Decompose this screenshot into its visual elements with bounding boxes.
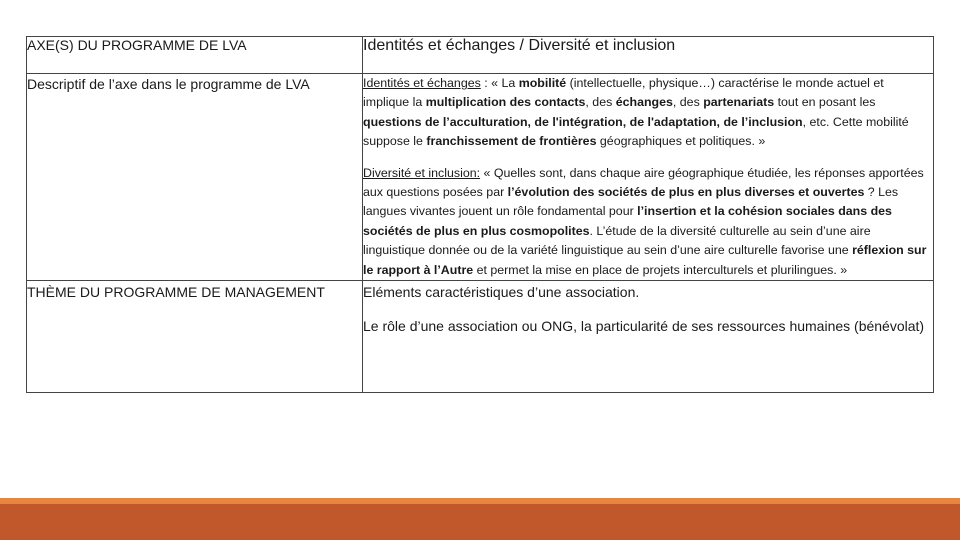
paragraph-title: Identités et échanges: [363, 76, 481, 90]
table-row-axe: [27, 37, 934, 74]
bold-run: partenariats: [703, 95, 775, 110]
bold-run: franchissement de frontières: [426, 134, 597, 149]
descriptif-label: Descriptif de l’axe dans le programme de LVA: [27, 74, 363, 281]
axe-label: AXE(S) DU PROGRAMME DE LVA: [27, 37, 363, 74]
bold-run: l’insertion et la cohésion sociales dans des sociétés de plus en plus cosmopolites: [363, 204, 892, 238]
text-run: , des: [672, 95, 704, 110]
program-table: [26, 36, 934, 393]
text-run: (intellectuelle, physique…) caractérise le monde actuel et implique la: [363, 76, 884, 110]
text-run: . L’étude de la diversité culturelle au sein d’une aire linguistique donnée ou de la variété linguistique au sein d’une aire culturelle favorise une: [363, 223, 871, 258]
bold-run: échanges: [615, 95, 673, 110]
footer-bar: [0, 498, 960, 540]
text-run: et permet la mise en place de projets interculturels et plurilingues. »: [473, 262, 848, 277]
table-row-theme: [27, 281, 934, 393]
text-run: , etc. Cette mobilité suppose le: [363, 114, 909, 149]
text-run: , des: [585, 95, 616, 110]
descriptif-text: [363, 74, 934, 281]
bold-run: multiplication des contacts: [425, 95, 586, 110]
footer-accent-stripe: [0, 498, 960, 504]
bold-run: mobilité: [518, 76, 567, 90]
paragraph-diversite: [363, 164, 933, 280]
text-run: ? Les langues vivantes jouent un rôle fondamental pour: [363, 185, 899, 219]
text-run: géographiques et politiques. »: [596, 134, 766, 149]
paragraph-title: Diversité et inclusion:: [363, 165, 481, 180]
axe-value: Identités et échanges / Diversité et inclusion: [363, 37, 934, 74]
paragraph-identites: [363, 74, 933, 152]
bold-run: questions de l’acculturation, de l'intégration, de l'adaptation, de l’inclusion: [363, 114, 803, 129]
bold-run: réflexion sur le rapport à l’Autre: [363, 243, 927, 277]
table-row-descriptif: [27, 74, 934, 281]
theme-paragraph: Eléments caractéristiques d’une association.: [363, 284, 640, 301]
theme-text: [363, 281, 934, 393]
text-run: « Quelles sont, dans chaque aire géographique étudiée, les réponses apportées aux questions posées par: [363, 165, 924, 200]
theme-paragraph: Le rôle d’une association ou ONG, la particularité de ses ressources humaines (bénévolat): [363, 318, 925, 335]
bold-run: l’évolution des sociétés de plus en plus diverses et ouvertes: [507, 185, 865, 200]
text-run: : « La: [480, 76, 519, 90]
text-run: tout en posant les: [774, 95, 876, 110]
theme-label: THÈME DU PROGRAMME DE MANAGEMENT: [27, 281, 363, 393]
